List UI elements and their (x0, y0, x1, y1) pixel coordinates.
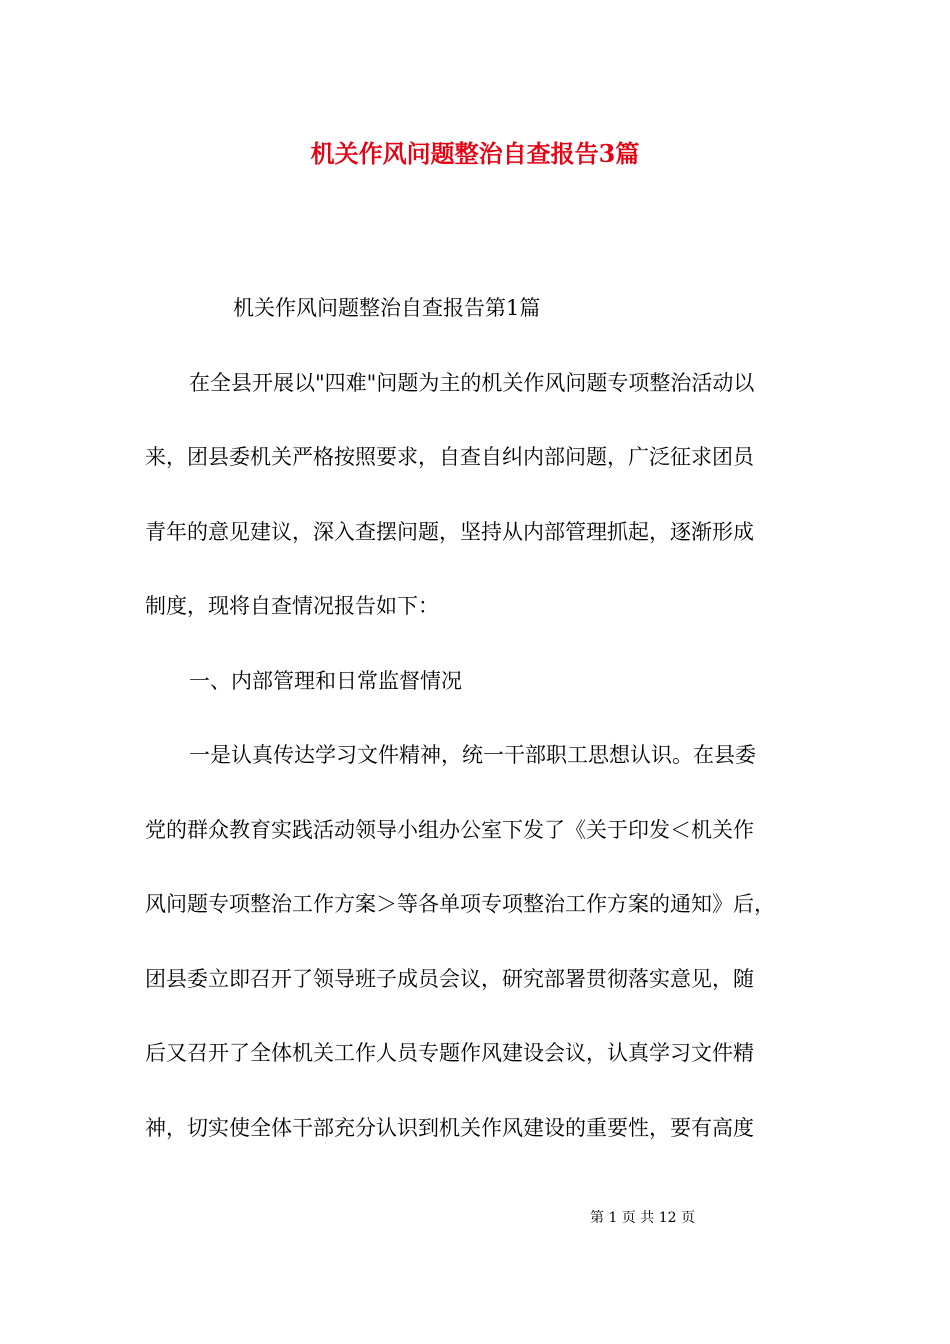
paragraph-line: 党的群众教育实践活动领导小组办公室下发了《关于印发＜机关作 (145, 817, 754, 842)
page-number: 第 1 页 共 12 页 (590, 1210, 695, 1226)
document-title: 机关作风问题整治自查报告3篇 (310, 139, 640, 168)
paragraph-line: 制度，现将自查情况报告如下： (145, 594, 439, 618)
subsection-heading: 一、内部管理和日常监督情况 (189, 668, 462, 693)
paragraph-line: 在全县开展以"四难"问题为主的机关作风问题专项整治活动以 (189, 370, 755, 395)
paragraph-line: 团县委立即召开了领导班子成员会议，研究部署贯彻落实意见，随 (145, 966, 754, 991)
paragraph-line: 青年的意见建议，深入查摆问题，坚持从内部管理抓起，逐渐形成 (145, 519, 754, 544)
paragraph-line: 风问题专项整治工作方案＞等各单项专项整治工作方案的通知》后， (145, 892, 775, 916)
section-heading: 机关作风问题整治自查报告第1篇 (233, 296, 541, 320)
paragraph-line: 神，切实使全体干部充分认识到机关作风建设的重要性，要有高度 (145, 1115, 754, 1140)
paragraph-line: 后又召开了全体机关工作人员专题作风建设会议，认真学习文件精 (145, 1041, 754, 1065)
document-body (145, 271, 815, 1165)
paragraph-line: 一是认真传达学习文件精神，统一干部职工思想认识。在县委 (189, 743, 756, 767)
paragraph-line: 来，团县委机关严格按照要求，自查自纠内部问题，广泛征求团员 (145, 445, 754, 469)
